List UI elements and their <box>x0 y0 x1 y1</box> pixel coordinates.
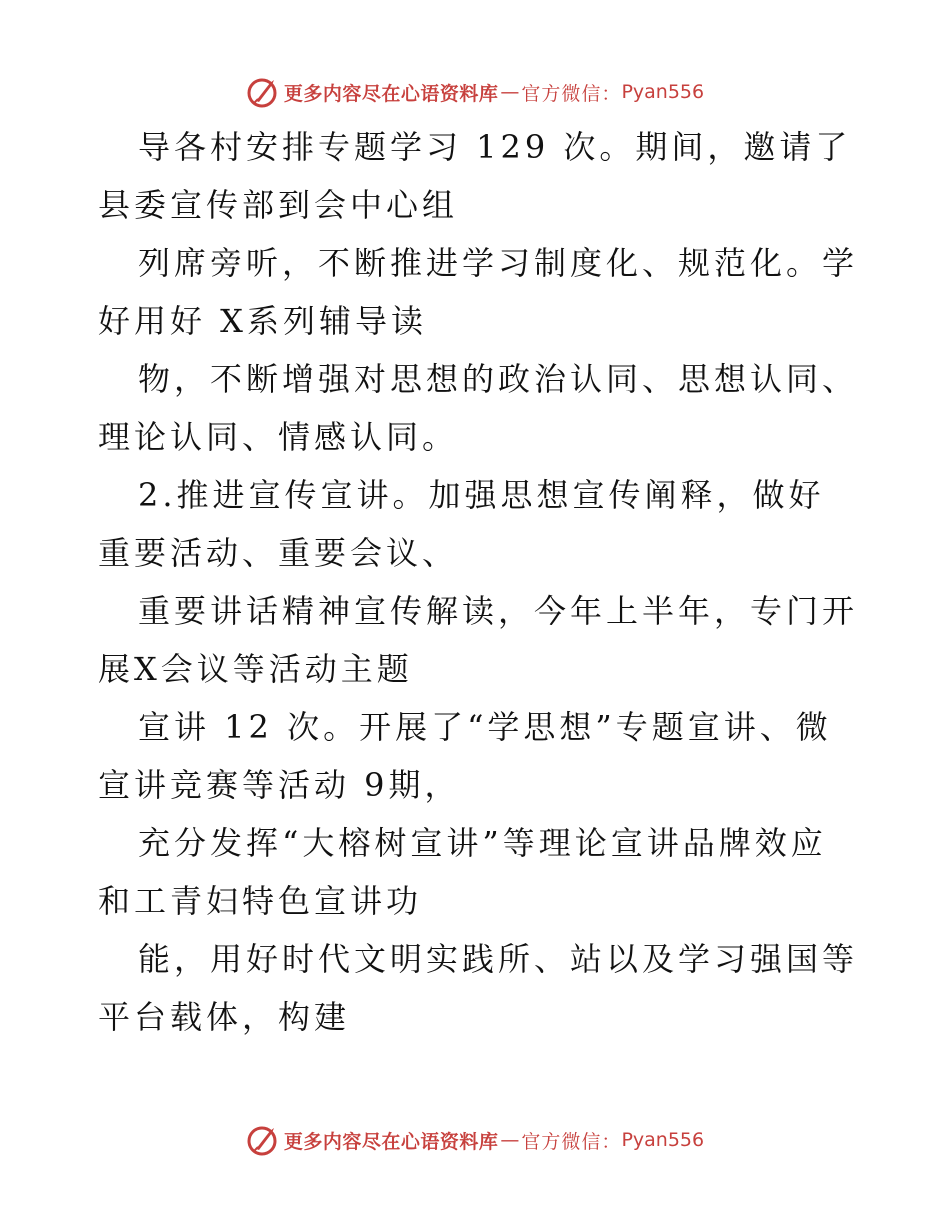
paragraph: 重要讲话精神宣传解读，今年上半年，专门开展X会议等活动主题 <box>98 592 859 688</box>
paragraph: 列席旁听，不断推进学习制度化、规范化。学好用好 X系列辅导读 <box>98 244 859 340</box>
watermark-wechat-id: Pyan556 <box>621 81 705 103</box>
watermark-brand: 更多内容尽在心语资料库 <box>283 1130 499 1153</box>
watermark-separator: — <box>500 1129 520 1151</box>
quill-pen-logo-icon <box>246 75 280 109</box>
document-body <box>98 118 858 1046</box>
paragraph: 物，不断增强对思想的政治认同、思想认同、理论认同、情感认同。 <box>98 360 859 456</box>
quill-pen-logo-icon <box>246 1123 280 1157</box>
watermark-separator: — <box>500 81 520 103</box>
paragraph: 能，用好时代文明实践所、站以及学习强国等平台载体，构建 <box>98 940 859 1036</box>
paragraph: 导各村安排专题学习 129 次。期间，邀请了县委宣传部到会中心组 <box>98 128 852 224</box>
paragraph: 2.推进宣传宣讲。加强思想宣传阐释，做好重要活动、重要会议、 <box>98 476 825 572</box>
watermark-wechat-id: Pyan556 <box>621 1129 705 1151</box>
watermark-label: 官方微信： <box>521 82 622 105</box>
header-watermark <box>0 72 950 112</box>
watermark-label: 官方微信： <box>521 1130 622 1153</box>
footer-watermark <box>0 1120 950 1160</box>
paragraph: 宣讲 12 次。开展了“学思想”专题宣讲、微宣讲竞赛等活动 9期， <box>98 708 832 804</box>
paragraph: 充分发挥“大榕树宣讲”等理论宣讲品牌效应和工青妇特色宣讲功 <box>98 824 827 920</box>
watermark-brand: 更多内容尽在心语资料库 <box>283 82 499 105</box>
